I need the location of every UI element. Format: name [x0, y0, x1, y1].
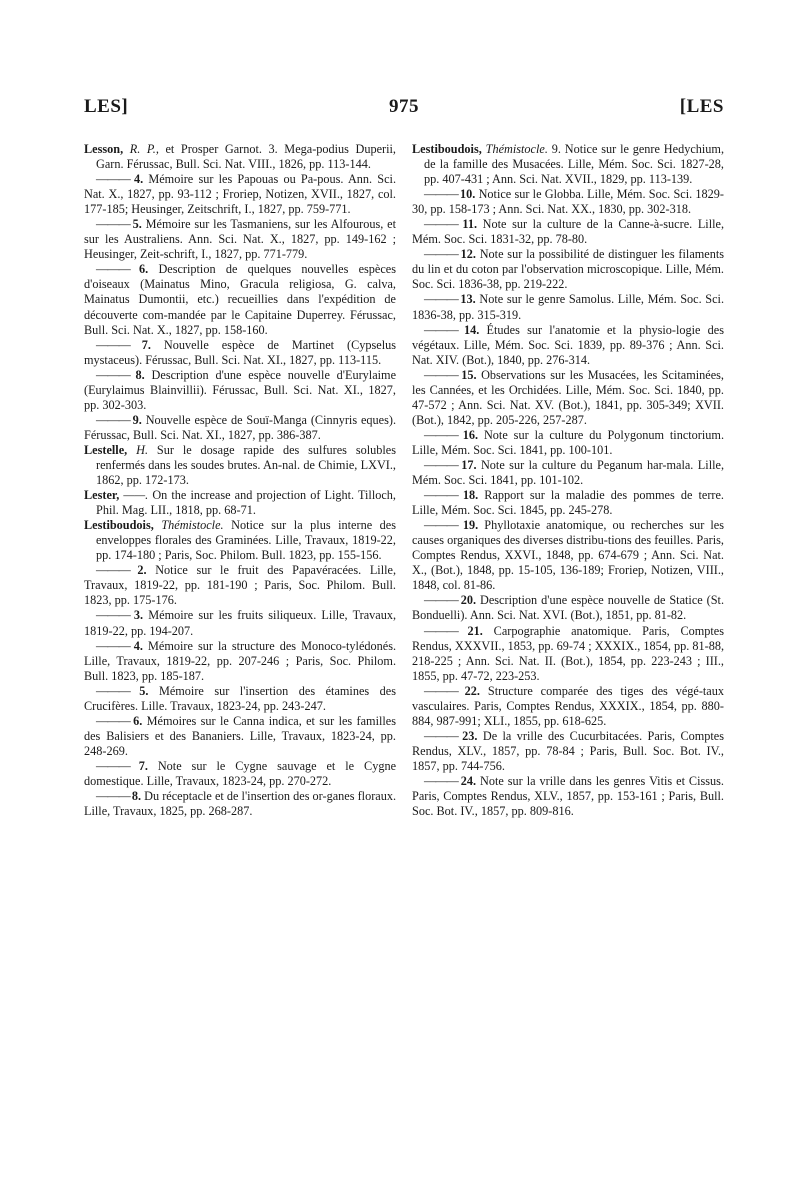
entry-text: Nouvelle espèce de Martinet (Cypselus mystaceus). Férussac, Bull. Sci. Nat. XI., 1827, pp. 113-115. — [84, 337, 397, 367]
ditto-dash: ——— — [96, 758, 139, 773]
entry-number: 19. — [462, 518, 479, 533]
entry-number: 6. — [139, 262, 149, 277]
entry-number: 8. — [135, 367, 145, 382]
entry-number: 3. — [133, 608, 144, 623]
entry-text: 9. Notice sur le genre Hedychium, de la famille des Musacées. Lille, Mém. Soc. Sci. 1827-28, pp. 407-431 ; Ann. Sci. Nat. XVII., 1829, pp. 113-139. — [424, 142, 725, 187]
entry-text: Note sur la possibilité de distinguer les filaments du lin et du coton par l'observation microscopique. Lille, Mém. Soc. Sci. 1836-38, pp. 219-222. — [412, 247, 725, 292]
entry-text: Notice sur le Globba. Lille, Mém. Soc. Sci. 1829-30, pp. 158-173 ; Ann. Sci. Nat. XX., 1830, pp. 302-318. — [412, 187, 724, 217]
entry-text: Rapport sur la maladie des pommes de terre. Lille, Mém. Soc. Sci. 1845, pp. 245-278. — [412, 488, 724, 518]
bibliography-entry — [412, 684, 724, 729]
ditto-dash: ——— — [96, 683, 140, 698]
bibliography-entry — [84, 639, 396, 684]
entry-text: Note sur le Cygne sauvage et le Cygne domestique. Lille, Travaux, 1823-24, pp. 270-272. — [84, 758, 397, 788]
entry-number: 4. — [133, 638, 143, 653]
bibliography-entry — [84, 684, 396, 714]
columns — [84, 142, 724, 819]
entry-text: Mémoire sur les fruits siliqueux. Lille, Travaux, 1819-22, pp. 194-207. — [84, 608, 397, 638]
entry-text: Mémoire sur les Papouas ou Pa-pous. Ann. Sci. Nat. X., 1827, pp. 93-112 ; Froriep, Notizen, XVII., 1827, col. 177-185; Heusinger, Zeitschrift, I., 1827, pp. 759-771. — [84, 172, 397, 217]
ditto-dash: ——— — [96, 789, 132, 804]
bibliography-entry — [412, 458, 724, 488]
left-column — [84, 142, 396, 819]
entry-text: Phyllotaxie anatomique, ou recherches sur les causes organiques des diverses distribu-tions des feuilles. Paris, Comptes Rendus, XXVI., 1848, pp. 674-679 ; Ann. Sci. Nat. X., (Bot.), 1848, pp. 15-105, 136-189; Froriep, Notizen, VIII., 1848, col. 81-86. — [412, 518, 725, 593]
entry-number: 7. — [138, 758, 148, 773]
bibliography-entry — [412, 247, 724, 292]
entry-number: 24. — [460, 773, 477, 788]
ditto-dash: ——— — [424, 367, 462, 382]
bibliography-entry — [412, 518, 724, 593]
header-right: [LES — [679, 96, 724, 117]
ditto-dash: ——— — [424, 322, 464, 337]
bibliography-entry — [84, 172, 396, 217]
bibliography-entry — [84, 563, 396, 608]
bibliography-entry-author — [84, 443, 396, 488]
entry-text: Carpographie anatomique. Paris, Comptes Rendus, XXXVII., 1853, pp. 69-74 ; XXXIX., 1854, pp. 81-88, 218-225 ; Ann. Sci. Nat. II. (Bot.), 1854, pp. 223-243 ; III., 1855, pp. 47-72, 223-253. — [412, 623, 725, 683]
author-given-name: R. P., — [129, 142, 159, 156]
entry-number: 10. — [460, 187, 476, 202]
entry-number: 22. — [464, 683, 480, 698]
bibliography-entry — [84, 759, 396, 789]
entry-text: On the increase and projection of Light. Tilloch, Phil. Mag. LII., 1818, pp. 68-71. — [96, 488, 396, 518]
bibliography-entry — [84, 338, 396, 368]
ditto-dash: ——— — [96, 563, 138, 578]
ditto-dash: ——— — [424, 488, 463, 503]
ditto-dash: ——— — [96, 638, 134, 653]
author-name: Lestiboudois, — [412, 142, 482, 156]
author-given-name: Thémistocle. — [485, 142, 548, 156]
ditto-dash: ——— — [96, 412, 133, 427]
bibliography-entry — [412, 428, 724, 458]
bibliography-entry — [84, 262, 396, 337]
ditto-dash: ——— — [424, 247, 461, 262]
entry-text: Note sur la culture du Polygonum tinctorium. Lille, Mém. Soc. Sci. 1841, pp. 100-101. — [412, 427, 725, 457]
entry-text: Mémoire sur la structure des Monoco-tylédonés. Lille, Travaux, 1819-22, pp. 207-246 ; Paris, Soc. Philom. Bull. 1823, pp. 185-187. — [84, 638, 397, 683]
entry-text: Notice sur la plus interne des enveloppes florales des Graminées. Lille, Travaux, 1819-22, pp. 174-180 ; Paris, Soc. Philom. Bull. 1823, pp. 155-156. — [96, 518, 396, 563]
entry-text: Études sur l'anatomie et la physio-logie des végétaux. Lille, Mém. Soc. Sci. 1839, pp. 89-376 ; Ann. Sci. Nat. XIV. (Bot.), 1840, pp. 276-314. — [412, 322, 724, 367]
entry-number: 5. — [132, 217, 142, 232]
ditto-dash: ——— — [424, 427, 463, 442]
bibliography-entry — [412, 323, 724, 368]
ditto-dash: ——— — [424, 292, 461, 307]
entry-text: Observations sur les Musacées, les Scitaminées, les Cannées, et les Orchidées. Lille, Mém. Soc. Sci. 1840, pp. 47-572 ; Ann. Sci. Nat. XV. (Bot.), 1841, pp. 305-349; XVII. (Bot.), 1842, pp. 205-226, 257-287. — [412, 367, 724, 427]
entry-text: Nouvelle espèce de Souï-Manga (Cinnyris eques). Férussac, Bull. Sci. Nat. XI., 1827, pp. 386-387. — [84, 412, 397, 442]
entry-number: 13. — [460, 292, 476, 307]
right-column — [412, 142, 724, 819]
bibliography-entry — [412, 368, 724, 428]
entry-text: Notice sur le fruit des Papavéracées. Lille, Travaux, 1819-22, pp. 181-190 ; Paris, Soc. Philom. Bull. 1823, pp. 175-176. — [84, 563, 397, 608]
author-name: Lesson, — [84, 142, 124, 156]
entry-number: 18. — [462, 488, 479, 503]
ditto-dash: ——— — [96, 262, 139, 277]
ditto-dash: ——— — [424, 518, 463, 533]
bibliography-entry — [412, 187, 724, 217]
entry-number: 21. — [467, 623, 483, 638]
author-name: Lestelle, — [84, 442, 128, 457]
ditto-dash: ——— — [424, 457, 462, 472]
entry-number: 15. — [461, 367, 477, 382]
entry-number: 7. — [141, 337, 151, 352]
bibliography-entry — [84, 608, 396, 638]
bibliography-entry — [412, 292, 724, 322]
entry-number: 12. — [460, 247, 476, 262]
bibliography-entry — [412, 488, 724, 518]
bibliography-entry-author — [412, 142, 724, 187]
entry-text: Note sur la culture de la Canne-à-sucre. Lille, Mém. Soc. Sci. 1831-32, pp. 78-80. — [412, 217, 725, 247]
bibliography-entry — [412, 729, 724, 774]
ditto-dash: ——— — [96, 172, 134, 187]
header-left: LES] — [84, 96, 129, 117]
author-name: Lester, — [84, 488, 120, 503]
author-name: Lestiboudois, — [84, 518, 154, 533]
ditto-dash: ——— — [424, 728, 463, 743]
bibliography-entry-author — [84, 488, 396, 518]
ditto-dash: ——— — [96, 713, 134, 728]
page-number: 975 — [389, 96, 419, 117]
entry-text: Note sur le genre Samolus. Lille, Mém. Soc. Sci. 1836-38, pp. 315-319. — [412, 292, 725, 322]
entry-number: 11. — [462, 217, 478, 232]
bibliography-entry — [84, 217, 396, 262]
bibliography-entry — [412, 217, 724, 247]
ditto-dash: ——— — [96, 217, 133, 232]
bibliography-entry — [412, 774, 724, 819]
ditto-dash: ——— — [424, 593, 461, 608]
entry-number: 8. — [131, 789, 142, 804]
entry-number: 14. — [463, 322, 480, 337]
entry-text: Du réceptacle et de l'insertion des or-ganes floraux. Lille, Travaux, 1825, pp. 268-287. — [84, 789, 397, 819]
entry-text: Mémoire sur les Tasmaniens, sur les Alfourous, et sur les Australiens. Ann. Sci. Nat. X., 1827, pp. 149-162 ; Heusinger, Zeit-schrift, I., 1827, pp. 771-779. — [84, 217, 396, 262]
page-header — [84, 96, 724, 120]
entry-text: Sur le dosage rapide des sulfures solubles renfermés dans les soudes brutes. An-nal. de Chimie, LXVI., 1862, pp. 172-173. — [96, 442, 396, 488]
bibliography-entry — [412, 593, 724, 623]
entry-number: 2. — [137, 563, 147, 578]
bibliography-entry — [84, 368, 396, 413]
ditto-dash: ——— — [424, 623, 468, 638]
entry-text: Note sur la culture du Peganum har-mala. Lille, Mém. Soc. Sci. 1841, pp. 101-102. — [412, 457, 725, 488]
ditto-dash: ——— — [424, 187, 460, 202]
entry-number: 17. — [461, 457, 477, 472]
bibliography-entry-author — [84, 142, 396, 172]
entry-number: 20. — [460, 593, 477, 608]
entry-text: Description d'une espèce nouvelle d'Eurylaime (Eurylaimus Blainvillii). Férussac, Bull. Sci. Nat. XI., 1827, pp. 302-303. — [84, 367, 397, 412]
entry-number: 16. — [462, 427, 478, 442]
ditto-dash: ——— — [96, 337, 142, 352]
bibliography-entry — [84, 714, 396, 759]
entry-text: et Prosper Garnot. 3. Mega-podius Duperii, Garn. Férussac, Bull. Sci. Nat. VIII., 1826, pp. 113-144. — [96, 142, 396, 172]
ditto-dash: ——— — [96, 367, 136, 382]
ditto-dash: ——— — [424, 683, 465, 698]
entry-text: Mémoires sur le Canna indica, et sur les familles des Balisiers et des Bananiers. Lille, Travaux, 1823-24, pp. 248-269. — [84, 713, 397, 758]
ditto-dash: ——— — [424, 773, 461, 788]
bibliography-entry — [84, 413, 396, 443]
author-given-name: ——. — [123, 488, 149, 503]
entry-number: 6. — [133, 713, 143, 728]
entry-text: De la vrille des Cucurbitacées. Paris, Comptes Rendus, XLV., 1857, pp. 78-84 ; Paris, Bull. Soc. Bot. IV., 1857, pp. 744-756. — [412, 728, 725, 773]
ditto-dash: ——— — [96, 608, 134, 623]
entry-text: Description de quelques nouvelles espèces d'oiseaux (Mainatus Mino, Gracula religiosa, G. calva, Mainatus Dumontii, etc.) recueillies dans l'expédition de découverte com-mandée par le Capitaine Duperrey. Férussac, Bull. Sci. Nat. X., 1827, pp. 158-160. — [84, 262, 397, 337]
entry-text: Mémoire sur l'insertion des étamines des Crucifères. Lille. Travaux, 1823-24, pp. 243-247. — [84, 683, 396, 713]
bibliography-entry — [412, 624, 724, 684]
author-given-name: H. — [136, 442, 149, 457]
ditto-dash: ——— — [424, 217, 463, 232]
entry-text: Note sur la vrille dans les genres Vitis et Cissus. Paris, Comptes Rendus, XLV., 1857, pp. 153-161 ; Paris, Bull. Soc. Bot. IV., 1857, pp. 809-816. — [412, 773, 724, 819]
entry-number: 23. — [462, 728, 478, 743]
entry-text: Structure comparée des tiges des végé-taux vasculaires. Paris, Comptes Rendus, XXXIX., 1854, pp. 880-884, 987-991; XLI., 1855, pp. 618-625. — [412, 683, 724, 728]
entry-number: 9. — [132, 412, 142, 427]
bibliography-entry-author — [84, 518, 396, 563]
entry-text: Description d'une espèce nouvelle de Statice (St. Bonduelli). Ann. Sci. Nat. XVI. (Bot.), 1851, pp. 81-82. — [412, 593, 725, 623]
bibliography-entry — [84, 789, 396, 819]
entry-number: 5. — [139, 683, 149, 698]
entry-number: 4. — [133, 172, 144, 187]
author-given-name: Thémistocle. — [161, 518, 224, 533]
